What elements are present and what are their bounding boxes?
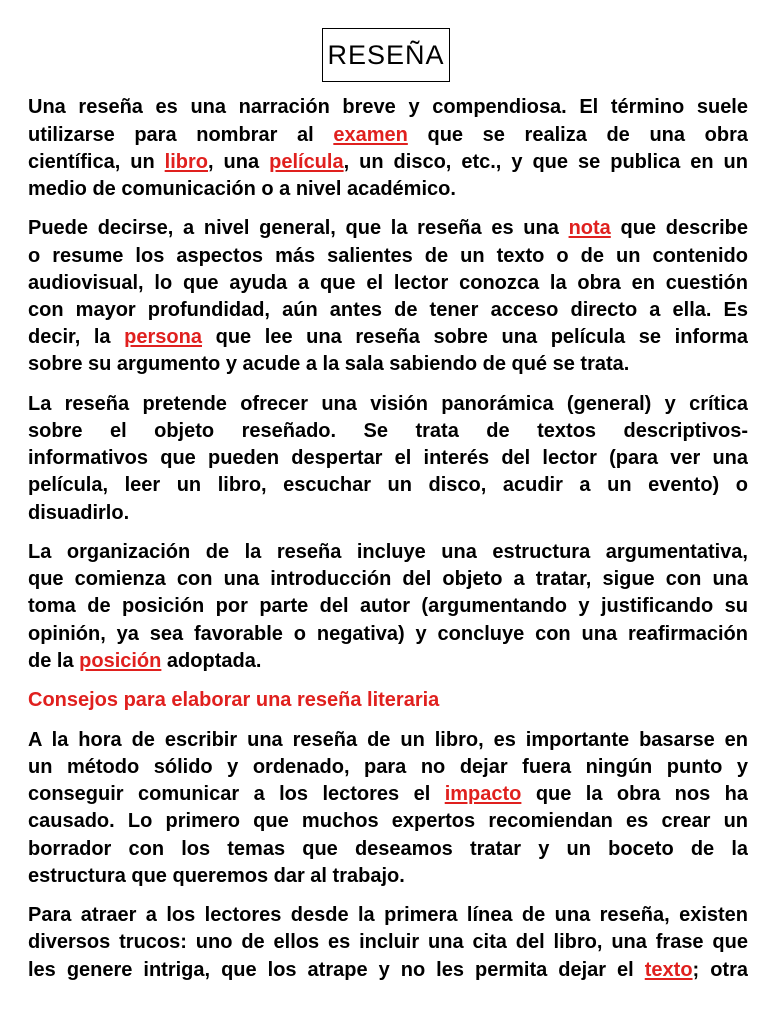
- text-segment: , un disco, etc., y que se publica en un: [343, 150, 748, 173]
- text-segment: adoptada.: [161, 649, 262, 672]
- text-line: [28, 929, 748, 956]
- text-segment: diversos trucos: uno de ellos es incluir una cita del libro, una frase que: [28, 931, 748, 954]
- text-segment: con mayor profundidad, aún antes de tener acceso directo a ella. Es: [28, 299, 748, 321]
- text-line: [28, 297, 748, 324]
- section-heading: Consejos para elaborar una reseña literaria: [28, 689, 440, 712]
- text-line: [28, 472, 748, 499]
- text-segment: Una reseña es una narración breve y compendiosa. El término suele: [28, 96, 748, 119]
- text-segment: La reseña pretende ofrecer una visión panorámica (general) y crítica: [28, 392, 748, 415]
- document-body: [28, 94, 748, 996]
- text-line: [28, 621, 748, 648]
- text-segment: que lee una reseña sobre una película se informa: [201, 326, 748, 349]
- text-line: [28, 539, 748, 566]
- text-segment: que se realiza de una obra: [407, 123, 748, 146]
- text-segment: científica, un: [28, 150, 165, 173]
- paragraph: [28, 215, 748, 378]
- link-impacto[interactable]: impacto: [444, 783, 522, 806]
- text-segment: toma de posición por parte del autor (argumentando y justificando su: [28, 595, 748, 618]
- text-line: [28, 863, 748, 890]
- link-examen[interactable]: examen: [333, 123, 408, 146]
- text-segment: decir, la: [28, 326, 125, 349]
- title-box: [322, 28, 450, 82]
- link-posicion[interactable]: posición: [79, 649, 162, 672]
- text-segment: utilizarse para nombrar al: [28, 123, 334, 146]
- page-title: RESEÑA: [327, 39, 445, 70]
- text-segment: conseguir comunicar a los lectores el: [28, 783, 445, 806]
- text-line: [28, 593, 748, 620]
- text-segment: medio de comunicación o a nivel académico.: [28, 177, 456, 200]
- text-line: [28, 351, 748, 378]
- text-segment: , una: [208, 150, 270, 173]
- text-segment: sobre el objeto reseñado. Se trata de textos descriptivos-: [28, 420, 748, 443]
- text-line: [28, 808, 748, 835]
- text-segment: les genere intriga, que los atrape y no les permita dejar el: [28, 958, 645, 981]
- text-line: [28, 648, 748, 675]
- paragraph: [28, 391, 748, 527]
- text-segment: que describe: [610, 217, 748, 240]
- text-line: [28, 215, 748, 242]
- text-segment: que comienza con una introducción del objeto a tratar, sigue con una: [28, 568, 748, 591]
- text-line: [28, 445, 748, 472]
- link-nota[interactable]: nota: [568, 217, 611, 240]
- text-line: [28, 957, 748, 984]
- text-segment: Para atraer a los lectores desde la primera línea de una reseña, existen: [28, 904, 748, 927]
- text-segment: informativos que pueden despertar el interés del lector (para ver una: [28, 447, 748, 470]
- text-line: [28, 836, 748, 863]
- text-segment: estructura que queremos dar al trabajo.: [28, 864, 405, 887]
- text-line: [28, 902, 748, 929]
- text-segment: La organización de la reseña incluye una estructura argumentativa,: [28, 541, 748, 564]
- text-segment: causado. Lo primero que muchos expertos recomiendan es crear un: [28, 810, 748, 833]
- link-libro[interactable]: libro: [164, 150, 209, 173]
- text-line: [28, 500, 748, 527]
- text-segment: que la obra nos ha: [521, 783, 748, 806]
- text-segment: opinión, ya sea favorable o negativa) y concluye con una reafirmación: [28, 622, 748, 645]
- text-line: [28, 781, 748, 808]
- paragraph: [28, 727, 748, 890]
- text-line: [28, 566, 748, 593]
- text-segment: un método sólido y ordenado, para no dejar fuera ningún punto y: [28, 756, 748, 778]
- text-segment: sobre su argumento y acude a la sala sabiendo de qué se trata.: [28, 353, 630, 376]
- text-line: [28, 754, 748, 781]
- text-segment: Puede decirse, a nivel general, que la reseña es una: [28, 217, 569, 240]
- text-line: [28, 418, 748, 445]
- paragraph: [28, 902, 748, 984]
- text-line: [28, 270, 748, 297]
- link-persona[interactable]: persona: [124, 326, 202, 349]
- paragraph: [28, 539, 748, 675]
- text-segment: película, leer un libro, escuchar un disco, acudir a un evento) o: [28, 474, 748, 497]
- text-segment: audiovisual, lo que ayuda a que el lector conozca la obra en cuestión: [28, 271, 748, 294]
- text-line: [28, 391, 748, 418]
- text-line: [28, 176, 748, 203]
- link-texto[interactable]: texto: [644, 958, 693, 981]
- text-segment: ; otra: [692, 958, 748, 981]
- text-line: [28, 122, 748, 149]
- text-segment: o resume los aspectos más salientes de un texto o de un contenido: [28, 244, 748, 267]
- text-line: [28, 727, 748, 754]
- text-line: [28, 149, 748, 176]
- text-segment: borrador con los temas que deseamos tratar y un boceto de la: [28, 837, 748, 860]
- text-segment: disuadirlo.: [28, 501, 130, 524]
- text-line: [28, 243, 748, 270]
- link-pelicula[interactable]: película: [269, 150, 344, 173]
- text-line: [28, 94, 748, 121]
- text-segment: A la hora de escribir una reseña de un libro, es importante basarse en: [28, 728, 748, 751]
- text-segment: de la: [28, 649, 80, 672]
- text-line: [28, 324, 748, 351]
- paragraph: [28, 94, 748, 203]
